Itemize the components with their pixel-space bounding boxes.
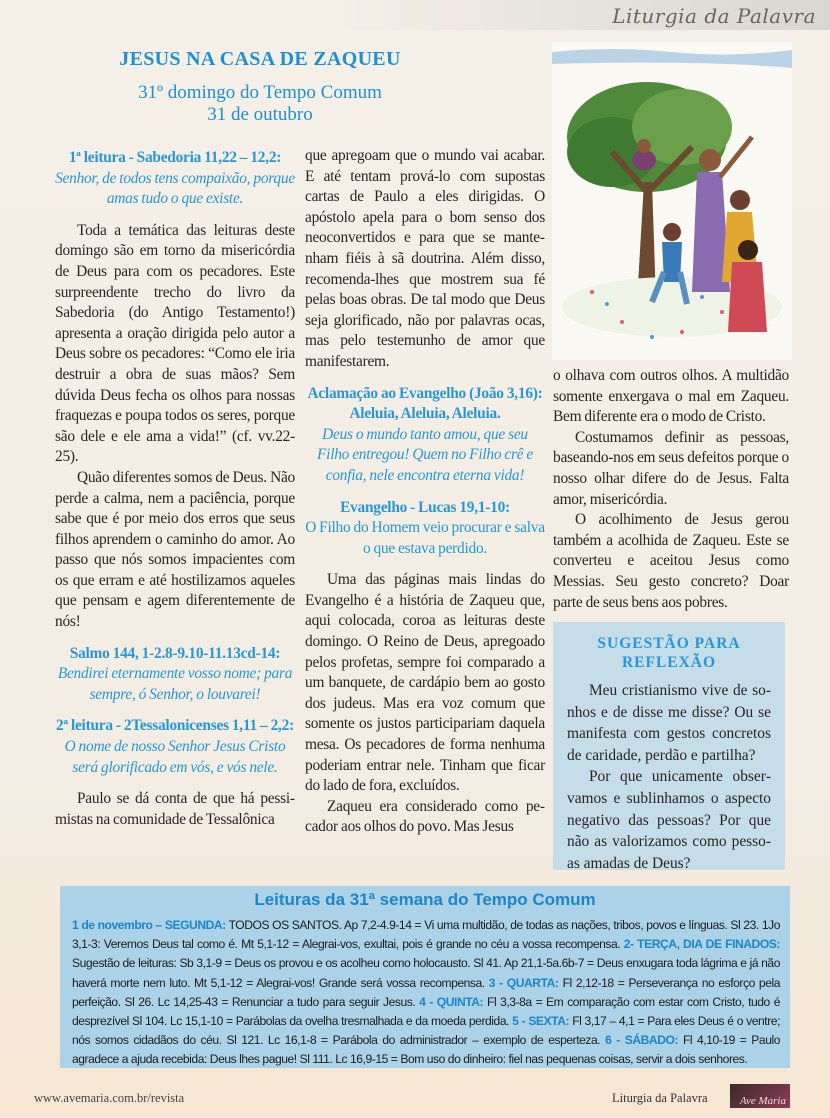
paragraph: Quão diferentes somos de Deus. Não perde a calma, nem a paciência, porque sabe que é por meio dos erros que seus filhos aprendem o caminho do amor. Ao passo que nós somos impacientes com os que erram e até hostilizamos aqueles que pensam e agem diferentemente de nós! bbox=[55, 468, 295, 631]
day-label: 3 - QUARTA: bbox=[488, 975, 559, 990]
first-reading-heading bbox=[55, 148, 295, 210]
day-readings: TODOS OS SANTOS. Ap 7,2-4.9-14 = Vi uma multidão, de todas as nações, tribos, povos e línguas. Sl 23. 1Jo 3,1-3: Veremos Deus tal como é. Mt 5,1-12 = Alegrai-vos, exultai, pois é grande no céu a vossa recompensa. bbox=[72, 918, 780, 952]
gospel-label: Evangelho - Lucas 19,1-10: bbox=[340, 498, 510, 516]
paragraph: Zaqueu era considerado como pecador aos olhos do povo. Mas Jesus bbox=[305, 797, 545, 836]
subtitle-date: 31 de outubro bbox=[207, 104, 313, 125]
day-readings: Fl 4,10-19 = Paulo agradece a ajuda recebida: Deus lhes pague! Sl 111. Lc 16,9-15 = Bom uso do dinheiro: fiel nas pequenas coisas, servir a dois senhores. bbox=[72, 1033, 780, 1067]
weekly-readings-box bbox=[60, 886, 790, 1068]
ave-maria-logo: Ave Maria bbox=[730, 1084, 790, 1108]
paragraph: Uma das páginas mais lindas do Evangelho é a história de Zaqueu que, aqui colocada, coroa as leituras deste domingo. O Reino de Deus, apregoado pelos profetas, sempre foi comparado a um banquete, de cardápio bem ao gosto dos judeus. Mas era voz comum que somente os justos participariam daquela mesa. Os pecadores de forma nenhuma poderiam entrar nele. Tinham que ficar do lado de fora, excluídos. bbox=[305, 571, 545, 795]
zacchaeus-illustration bbox=[552, 42, 792, 360]
day-label: 5 - SEXTA: bbox=[512, 1014, 570, 1029]
weekly-readings-title: Leituras da 31ª semana do Tempo Comum bbox=[254, 890, 596, 909]
acclamation-label: Aclamação ao Evangelho (João 3,16): Aleluia, Aleluia, Aleluia. bbox=[307, 384, 543, 423]
reflection-title: SUGESTÃO PARA REFLEXÃO bbox=[597, 635, 741, 671]
footer-url[interactable]: www.avemaria.com.br/revista bbox=[34, 1091, 185, 1105]
psalm-quote: Bendirei eternamente vosso nome; para sempre, ó Senhor, o louvarei! bbox=[57, 665, 293, 703]
weekly-readings-text bbox=[60, 916, 790, 1070]
paragraph: que apregoam que o mundo vai acabar. E até tentam prová-lo com supostas cartas de Paulo a eles dirigidas. O apóstolo apela para o bom senso dos neoconvertidos e para que se mantenham fiéis à sã doutrina. Além disso, recomenda-lhes que mostrem sua fé pelas boas obras. De tal modo que Deus seja glorificado, não por palavras ocas, mas pelo testemunho de amor que manifestarem. bbox=[305, 147, 545, 370]
reflection-box bbox=[553, 622, 785, 870]
day-label: 1 de novembro – SEGUNDA: bbox=[72, 918, 226, 932]
acclamation-heading bbox=[305, 384, 545, 487]
running-header: Liturgia da Palavra bbox=[612, 4, 816, 28]
day-label: 2- TERÇA, DIA DE FINADOS: bbox=[623, 937, 780, 952]
page-title: JESUS NA CASA DE ZAQUEU bbox=[119, 48, 401, 70]
day-readings: Fl 3,17 – 4,1 = Para eles Deus é o ventre; nós somos cidadãos do céu. Sl 121. Lc 16,1-8 = Parábola do administrador – exemplo de esperteza. bbox=[72, 1014, 780, 1048]
first-reading-label: 1ª leitura - Sabedoria 11,22 – 12,2: bbox=[68, 149, 282, 166]
day-label: 6 - SÁBADO: bbox=[605, 1033, 679, 1048]
reflection-paragraph: Por que unicamente observamos e sublinhamos o aspecto negativo das pessoas? Por que não as valorizamos como pessoas amadas de Deus? bbox=[567, 768, 771, 872]
second-reading-quote: O nome de nosso Senhor Jesus Cristo será glorificado em vós, e vós nele. bbox=[64, 738, 286, 776]
paragraph: Toda a temática das leituras deste domingo são em torno da misericórdia de Deus para com os pecadores. Este surpreendente trecho do livro da Sabedoria (do Antigo Testamento!) apresenta a oração dirigida pelo autor a Deus sobre os pecadores: “Como ele iria destruir a obra de suas mãos? Sem dúvida Deus fecha os olhos para nossas fraquezas e poupa todos os seres, porque são dele e ele ama a vida!” (cf. vv.22-25). bbox=[55, 221, 295, 466]
psalm-heading bbox=[55, 644, 295, 706]
subtitle-sunday: 31º domingo do Tempo Comum bbox=[138, 82, 382, 103]
reflection-paragraph: Meu cristianismo vive de sonhos e de disse me disse? Ou se manifesta com gestos concretos de caridade, perdão e partilha? bbox=[567, 682, 771, 764]
column-1 bbox=[55, 148, 295, 830]
day-readings: Sugestão de leituras: Sb 3,1-9 = Deus os provou e os acolheu como holocausto. Sl 41. Ap 21,1-5a.6b-7 = Deus enxugara toda lágrima e já não haverá morte nem luto. Mt 5,1-12 = Alegrai-vos! Grande será vossa recompensa. bbox=[72, 956, 780, 990]
second-reading-heading bbox=[55, 716, 295, 778]
subtitle bbox=[60, 82, 460, 126]
footer-section: Liturgia da Palavra bbox=[612, 1091, 708, 1105]
day-readings: Fl 3,3-8a = Em comparação com estar com Cristo, tudo é desprezível Sl 104. Lc 15,1-10 = Parábolas da ovelha tresmalhada e da moeda perdida. bbox=[72, 994, 780, 1029]
paragraph: O acolhimento de Jesus gerou também a acolhida de Zaqueu. Este se converteu e aceitou Jesus como Messias. Seu gesto concreto? Doar parte de seus bens aos pobres. bbox=[553, 511, 789, 611]
column-3 bbox=[553, 366, 789, 613]
day-label: 4 - QUINTA: bbox=[419, 994, 484, 1009]
gospel-heading bbox=[305, 498, 545, 560]
column-2 bbox=[305, 146, 545, 838]
first-reading-quote: Senhor, de todos tens compaixão, porque amas tudo o que existe. bbox=[55, 169, 295, 208]
paragraph: Costumamos definir as pessoas, baseando-nos em seus defeitos porque o nosso olhar difere do de Jesus. Falta amor, misericórdia. bbox=[553, 428, 789, 508]
psalm-label: Salmo 144, 1-2.8-9.10-11.13cd-14: bbox=[69, 644, 281, 662]
day-readings: Fl 2,12-18 = Perseverança no esforço pela perfeição. Sl 26. Lc 14,25-43 = Renunciar a tudo para seguir Jesus. bbox=[72, 975, 780, 1009]
gospel-quote: O Filho do Homem veio procurar e salva o que estava perdido. bbox=[305, 519, 545, 557]
paragraph: o olhava com outros olhos. A multidão somente enxergava o mal em Zaqueu. Bem diferente era o modo de Cristo. bbox=[553, 367, 789, 426]
second-reading-label: 2ª leitura - 2Tessalonicenses 1,11 – 2,2: bbox=[56, 717, 294, 735]
paragraph: Paulo se dá conta de que há pessimistas na comunidade de Tessalônica bbox=[55, 790, 295, 828]
acclamation-quote: Deus o mundo tanto amou, que seu Filho entregou! Quem no Filho crê e confia, nele encontra eterna vida! bbox=[317, 425, 533, 484]
